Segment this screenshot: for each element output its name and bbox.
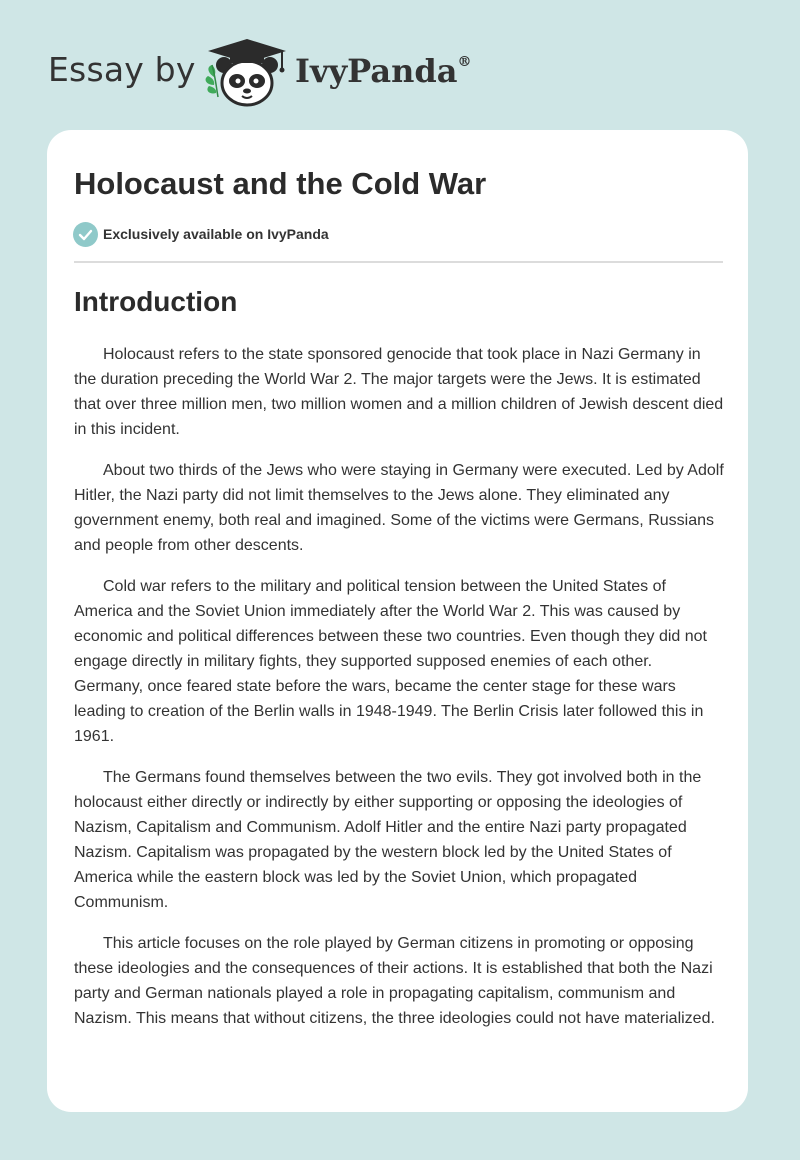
exclusive-badge xyxy=(73,221,329,247)
registered-mark: ® xyxy=(457,54,472,71)
section-body xyxy=(74,342,724,1047)
exclusive-badge-label: Exclusively available on IvyPanda xyxy=(103,226,329,242)
brand-name[interactable] xyxy=(295,52,471,90)
checkmark-icon xyxy=(73,222,98,247)
essay-title: Holocaust and the Cold War xyxy=(74,166,487,201)
brand-name-text: IvyPanda xyxy=(295,52,458,90)
essay-card xyxy=(47,130,748,1112)
essay-by-label: Essay by xyxy=(48,50,196,89)
panda-graduation-cap-icon[interactable] xyxy=(200,35,290,107)
paragraph: Holocaust refers to the state sponsored genocide that took place in Nazi Germany in the duration preceding the World War 2. The major targets were the Jews. It is estimated that over three million men, two million women and a million children of Jewish descent died in this incident. xyxy=(74,346,724,438)
paragraph: The Germans found themselves between the two evils. They got involved both in the holocaust either directly or indirectly by either supporting or opposing the ideologies of Nazism, Capitalism and Communism. Adolf Hitler and the entire Nazi party propagated Nazism. Capitalism was propagated by the western block led by the United States of America while the eastern block was led by the Soviet Union, which propagated Communism. xyxy=(74,769,702,911)
paragraph: About two thirds of the Jews who were staying in Germany were executed. Led by Adolf Hitler, the Nazi party did not limit themselves to the Jews alone. They eliminated any government enemy, both real and imagined. Some of the victims were Germans, Russians and people from other descents. xyxy=(74,462,724,554)
section-heading: Introduction xyxy=(74,286,238,317)
leaf-icon xyxy=(206,65,218,97)
site-header xyxy=(0,0,800,130)
title-divider xyxy=(74,261,723,263)
paragraph: This article focuses on the role played by German citizens in promoting or opposing these ideologies and the consequences of their actions. It is established that both the Nazi party and German nationals played a role in propagating capitalism, communism and Nazism. This means that without citizens, the three ideologies could not have materialized. xyxy=(74,935,715,1027)
paragraph: Cold war refers to the military and political tension between the United States of America and the Soviet Union immediately after the World War 2. This was caused by economic and political differences between these two countries. Even though they did not engage directly in military fights, they supported supposed enemies of each other. Germany, once feared state before the wars, became the center stage for these wars leading to creation of the Berlin walls in 1948-1949. The Berlin Crisis later followed this in 1961. xyxy=(74,578,707,745)
